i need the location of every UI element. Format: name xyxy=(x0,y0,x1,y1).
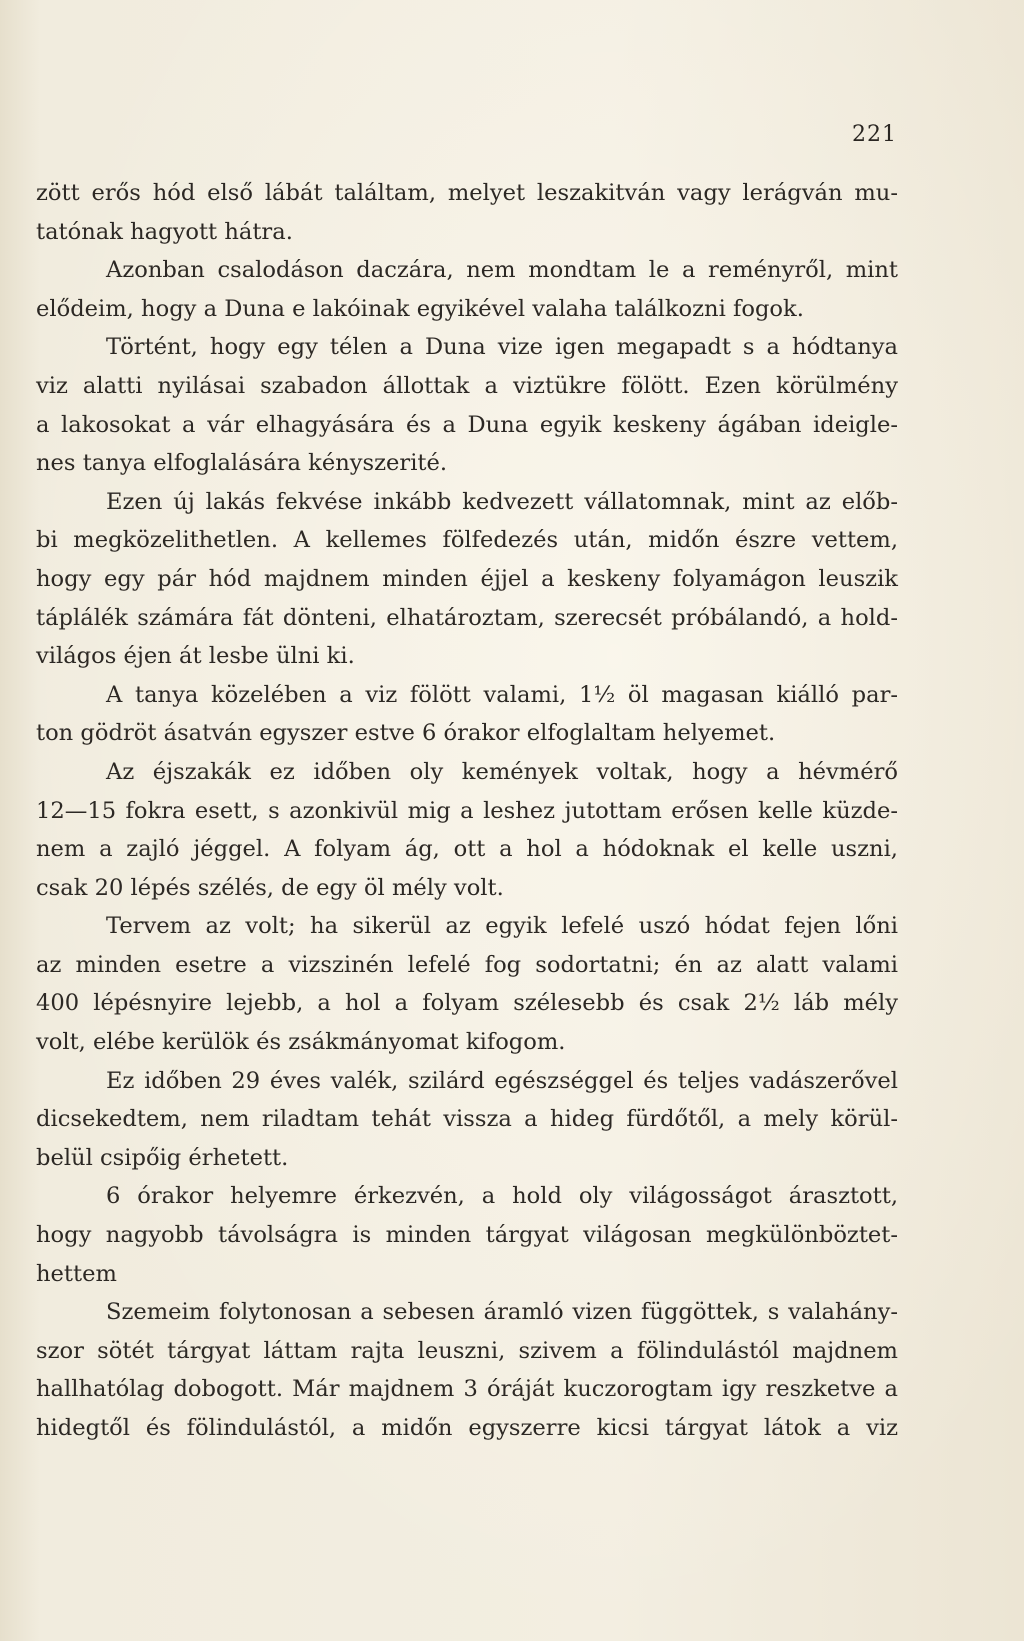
text-line: hidegtől és fölindulástól, a midőn egyszerre kicsi tárgyat látok a viz xyxy=(36,1415,898,1441)
text-line: az minden esetre a vizszinén lefelé fog sodortatni; én az alatt valami xyxy=(36,951,898,978)
text-line: nem a zajló jéggel. A folyam ág, ott a hol a hódoknak el kelle uszni, xyxy=(36,836,898,863)
text-line: szor sötét tárgyat láttam rajta leuszni, szivem a fölindulástól majdnem xyxy=(36,1337,898,1364)
text-line: 12—15 fokra esett, s azonkivül mig a leshez jutottam erősen kelle küzde- xyxy=(36,797,898,824)
text-line: 6 órakor helyemre érkezvén, a hold oly világosságot árasztott, xyxy=(106,1183,898,1210)
text-line: A tanya közelében a viz fölött valami, 1½ öl magasan kiálló par- xyxy=(106,681,898,708)
text-line: volt, elébe kerülök és zsákmányomat kifogom. xyxy=(36,1029,566,1056)
text-line: Szemeim folytonosan a sebesen áramló vizen függöttek, s valahány- xyxy=(106,1299,898,1326)
text-line: Történt, hogy egy télen a Duna vize igen megapadt s a hódtanya xyxy=(106,334,898,361)
text-line: elődeim, hogy a Duna e lakóinak egyikével valaha találkozni fogok. xyxy=(36,295,804,322)
body-text xyxy=(36,174,898,1448)
text-line: hallhatólag dobogott. Már majdnem 3 óráját kuczorogtam igy reszketve a xyxy=(36,1376,898,1403)
text-line: hogy nagyobb távolságra is minden tárgyat világosan megkülönböztet- xyxy=(36,1222,898,1249)
text-line: dicsekedtem, nem riladtam tehát vissza a hideg fürdőtől, a mely körül- xyxy=(36,1106,898,1133)
text-line: nes tanya elfoglalására kényszerité. xyxy=(36,450,448,477)
text-line: világos éjen át lesbe ülni ki. xyxy=(36,643,355,670)
text-line: viz alatti nyilásai szabadon állottak a viztükre fölött. Ezen körülmény xyxy=(36,372,898,399)
text-line: táplálék számára fát dönteni, elhatároztam, szerecsét próbálandó, a hold- xyxy=(36,604,898,631)
text-line: Tervem az volt; ha sikerül az egyik lefelé uszó hódat fejen lőni xyxy=(106,913,898,940)
text-line: hogy egy pár hód majdnem minden éjjel a keskeny folyamágon leuszik xyxy=(36,565,898,592)
text-line: tatónak hagyott hátra. xyxy=(36,218,293,245)
page-number: 221 xyxy=(852,122,897,147)
text-line: belül csipőig érhetett. xyxy=(36,1144,289,1171)
text-line: csak 20 lépés szélés, de egy öl mély volt. xyxy=(36,874,504,901)
text-line: hettem xyxy=(36,1260,117,1287)
text-line: zött erős hód első lábát találtam, melyet leszakitván vagy lerágván mu- xyxy=(36,180,898,206)
text-line: Azonban csalodáson daczára, nem mondtam le a reményről, mint xyxy=(106,257,898,284)
text-line: ton gödröt ásatván egyszer estve 6 órakor elfoglaltam helyemet. xyxy=(36,720,776,747)
text-line: Az éjszakák ez időben oly kemények voltak, hogy a hévmérő xyxy=(106,758,898,785)
text-line: Ez időben 29 éves valék, szilárd egészséggel és teljes vadászerővel xyxy=(106,1067,898,1094)
text-line: Ezen új lakás fekvése inkább kedvezett vállatomnak, mint az előb- xyxy=(106,488,898,515)
text-line: bi megközelithetlen. A kellemes fölfedezés után, midőn észre vettem, xyxy=(36,527,898,554)
text-line: 400 lépésnyire lejebb, a hol a folyam szélesebb és csak 2½ láb mély xyxy=(36,990,898,1017)
text-line: a lakosokat a vár elhagyására és a Duna egyik keskeny ágában ideigle- xyxy=(36,411,898,438)
